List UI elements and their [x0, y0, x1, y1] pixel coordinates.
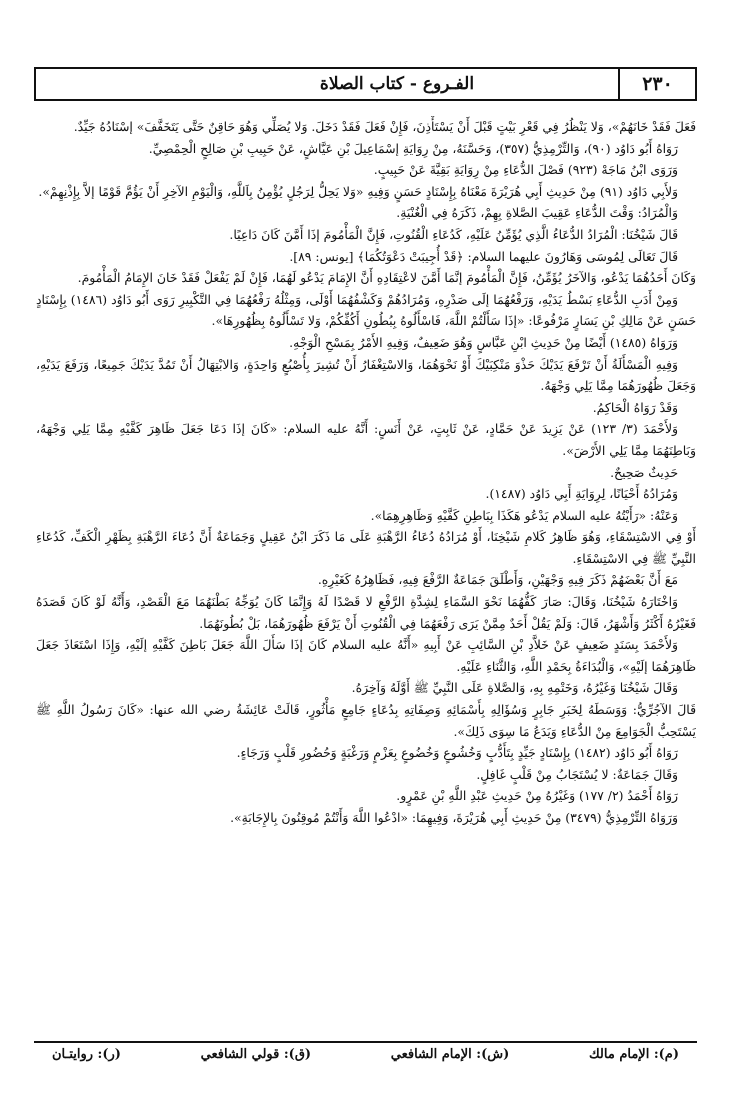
- paragraph: وَعَنْهُ: «رَأَيْتُهُ عليه السلام يَدْعُو هَكَذَا بِبَاطِنِ كَفَّيْهِ وَظَاهِرِهِمَا».: [370, 507, 678, 523]
- abbr-shafii: (ش): الإمام الشافعي: [390, 1047, 510, 1062]
- paragraph: وَرَوَاهُ التِّرْمِذِيُّ (٣٤٧٩) مِنْ حَدِيثِ أَبِي هُرَيْرَةَ، وَفِيهِمَا: «ادْعُوا اللَّهَ وَأَنْتُمْ مُوقِنُونَ بِالإِجَابَةِ».: [230, 810, 678, 825]
- main-text: [36, 116, 696, 1028]
- paragraph: وَقَالَ شَيْخُنَا وَغَيْرُهُ، وَخَتْمِهِ بِهِ، وَالصَّلاةِ عَلَى النَّبِيِّ ﷺ أَوَّلَهُ وَآخِرَهُ.: [351, 680, 678, 696]
- paragraph: وَمُرَادُهُ أَحْيَانًا، لِرِوَايَةِ أَبِي دَاوُد (١٤٨٧).: [485, 486, 678, 502]
- paragraph: أَوْ فِي الاسْتِسْقَاءِ، وَهُوَ ظَاهِرُ كَلامِ شَيْخِنَا، أَوْ مُرَادُهُ دُعَاءُ الرَّهْبَةِ عَلَى مَا ذَكَرَ ابْنُ عَقِيلٍ وَجَمَاعَةٌ أَنَّ دُعَاءَ الرَّهْبَةِ بِظَهْرِ الْكَفِّ، كَدُعَاءِ النَّبِيِّ ﷺ فِي الاسْتِسْقَاءِ.: [36, 529, 696, 566]
- paragraph: وَرَوَاهُ (١٤٨٥) أَيْضًا مِنْ حَدِيثِ ابْنِ عَبَّاسٍ وَهُوَ ضَعِيفٌ، وَفِيهِ الأَمْرُ بِمَسْحِ الْوَجْهِ.: [289, 334, 678, 350]
- paragraph: رَوَاهُ أَحْمَدُ (٢/ ١٧٧) وَغَيْرُهُ مِنْ حَدِيثِ عَبْدِ اللَّهِ بْنِ عَمْرٍو.: [396, 788, 678, 804]
- paragraph: رَوَاهُ أَبُو دَاوُد (١٤٨٢) بِإِسْنَادٍ جَيِّدٍ بِتَأَدُّبٍ وَخُشُوعٍ وَخُضُوعٍ بِعَزْمٍ وَرَغْبَةٍ وَحُضُورِ قَلْبٍ وَرَجَاءٍ.: [236, 745, 678, 761]
- abbreviation-key: [34, 1047, 697, 1069]
- paragraph: وَمِنْ أَدَبِ الدُّعَاءِ بَسْطُ يَدَيْهِ، وَرَفْعُهُمَا إلَى صَدْرِهِ، وَمُرَادُهُمْ وَكَشْفُهُمَا أَوْلَى، وَمِثْلُهُ رَفْعُهُمَا فِي التَّكْبِيرِ رَوَى أَبُو دَاوُد (١٤٨٦) بِإِسْنَادٍ حَسَنٍ عَنْ مَالِكِ بْنِ يَسَارٍ مَرْفُوعًا: «إذَا سَأَلْتُمْ اللَّهَ، فَاسْأَلُوهُ بِبُطُونِ أَكُفِّكُمْ، وَلا تَسْأَلُوهُ بِظُهُورِهَا».: [36, 291, 696, 329]
- paragraph: فَعَلَ فَقَدْ خَانَهُمْ»، وَلا يَنْظُرُ فِي قَعْرِ بَيْتٍ قَبْلَ أَنْ يَسْتَأْذِنَ، فَإِنْ فَعَلَ فَقَدْ دَخَلَ. وَلا يُصَلِّي وَهُوَ حَاقِنٌ حَتَّى يَتَخَفَّفَ» إسْنَادُهُ جَيِّدٌ.: [73, 119, 696, 134]
- paragraph: وَلأَحْمَدَ بِسَنَدٍ ضَعِيفٍ عَنْ خَلاَّدِ بْنِ السَّائِبِ عَنْ أَبِيهِ «أَنَّهُ عليه السلام كَانَ إذَا سَأَلَ اللَّهَ جَعَلَ بَاطِنَ كَفَّيْهِ إلَيْهِ، وَإِذَا اسْتَعَاذَ جَعَلَ ظَاهِرَهُمَا إلَيْهِ»، وَالْبُدَاءَةُ بِحَمْدِ اللَّهِ، وَالثَّنَاءِ عَلَيْهِ.: [36, 637, 696, 674]
- page-number: ٢٣٠: [618, 69, 695, 99]
- paragraph: وَقَالَ جَمَاعَةٌ: لا يُسْتَجَابُ مِنْ قَلْبٍ غَافِلٍ.: [476, 766, 678, 782]
- paragraph: وَرَوَى ابْنُ مَاجَهْ (٩٢٣) فَصْلَ الدُّعَاءِ مِنْ رِوَايَةِ بَقِيَّةَ عَنْ حَبِيبٍ.: [373, 162, 678, 178]
- abbr-malik: (م): الإمام مالك: [588, 1047, 679, 1062]
- paragraph: وَقَدْ رَوَاهُ الْحَاكِمُ.: [592, 399, 678, 415]
- paragraph: وَكَانَ أَحَدُهُمَا يَدْعُو، وَالآخَرُ يُؤَمِّنُ، فَإِنَّ الْمَأْمُومَ إنَّمَا أَمَّنَ لاعْتِقَادِهِ أَنَّ الإِمَامَ يَدْعُو لَهُمَا، فَإِنْ لَمْ يَفْعَلْ فَقَدْ خَانَ الإِمَامُ الْمَأْمُومَ.: [77, 270, 696, 286]
- running-title: الفـروع - كتاب الصلاة: [319, 74, 475, 94]
- paragraph: قَالَ الآجُرِّيُّ: وَوَسَطَهُ لِخَبَرِ جَابِرٍ وَسُؤَالِهِ بِأَسْمَائِهِ وَصِفَاتِهِ بِدُعَاءٍ جَامِعٍ مَأْثُورٍ، قَالَتْ عَائِشَةُ رضي الله عنها: «كَانَ رَسُولُ اللَّهِ ﷺ يَسْتَحِبُّ الْجَوَامِعَ مِنْ الدُّعَاءِ وَيَدَعُ مَا سِوَى ذَلِكَ».: [36, 702, 696, 739]
- paragraph: وَلأَحْمَدَ (٣/ ١٢٣) عَنْ يَزِيدَ عَنْ حَمَّادٍ، عَنْ ثَابِتٍ، عَنْ أَنَسٍ: أَنَّهُ عليه السلام: «كَانَ إذَا دَعَا جَعَلَ ظَاهِرَ كَفَّيْهِ مِمَّا يَلِي وَجْهَهُ، وَبَاطِنَهُمَا مِمَّا يَلِي الأَرْضَ».: [36, 421, 696, 458]
- paragraph: قَالَ شَيْخُنَا: الْمُرَادُ الدُّعَاءُ الَّذِي يُؤَمِّنُ عَلَيْهِ، كَدُعَاءِ الْقُنُوتِ، فَإِنَّ الْمَأْمُومَ إذَا أَمَّنَ كَانَ دَاعِيًا.: [229, 226, 678, 242]
- abbr-qawlay: (ق): قولي الشافعي: [200, 1047, 312, 1062]
- paragraph: قَالَ تَعَالَى لِمُوسَى وَهَارُونَ عليهما السلام: ﴿قَدْ أُجِيبَتْ دَعْوَتُكُمَا﴾ [يونس: ٨٩].: [289, 248, 678, 264]
- paragraph: حَدِيثٌ صَحِيحٌ.: [610, 464, 678, 480]
- paragraph: وَاخْتَارَهُ شَيْخُنَا، وَقَالَ: صَارَ كَفُّهُمَا نَحْوَ السَّمَاءِ لِشِدَّةِ الرَّفْعِ لا قَصْدًا لَهُ وَإِنَّمَا كَانَ يُوَجِّهُ بَطْنَهُمَا مَعَ الْقَصْدِ، وَأَنَّهُ لَوْ كَانَ قَصَدَهُ فَغَيْرُهُ أَكْثَرُ وَأَشْهَرُ، قَالَ: وَلَمْ يَقُلْ أَحَدٌ مِمَّنْ يَرَى رَفْعَهُمَا فِي الْقُنُوتِ أَنْ يَرْفَعَ ظُهُورَهُمَا، بَلْ بُطُونَهُمَا.: [36, 594, 696, 631]
- paragraph: وَلأَبِي دَاوُد (٩١) مِنْ حَدِيثِ أَبِي هُرَيْرَةَ مَعْنَاهُ بِإِسْنَادٍ حَسَنٍ وَفِيهِ «وَلا يَحِلُّ لِرَجُلٍ يُؤْمِنُ بِاَللَّهِ، وَالْيَوْمِ الآخِرِ أَنْ يَؤُمَّ قَوْمًا إلاَّ بِإِذْنِهِمْ».: [38, 183, 678, 199]
- abbr-riwayatan: (ر): روايتـان: [52, 1047, 121, 1062]
- paragraph: مَعَ أَنَّ بَعْضَهُمْ ذَكَرَ فِيهِ وَجْهَيْنِ، وَأَطْلَقَ جَمَاعَةٌ الرَّفْعَ فِيهِ، فَظَاهِرُهُ كَغَيْرِهِ.: [317, 572, 678, 588]
- footer-divider: [34, 1041, 697, 1043]
- paragraph: وَفِيهِ الْمَسْأَلَةُ أَنْ تَرْفَعَ يَدَيْكَ حَذْوَ مَنْكِبَيْكَ أَوْ نَحْوَهُمَا، وَالاسْتِغْفَارُ أَنْ تُشِيرَ بِأُصْبُعٍ وَاحِدَةٍ، وَالابْتِهَالُ أَنْ تَمُدَّ يَدَيْكَ جَمِيعًا، وَرَفَعَ يَدَيْهِ، وَجَعَلَ ظُهُورَهُمَا مِمَّا يَلِي وَجْهَهُ.: [36, 356, 696, 394]
- paragraph: رَوَاهُ أَبُو دَاوُد (٩٠)، وَالتِّرْمِذِيُّ (٣٥٧)، وَحَسَّنَهُ، مِنْ رِوَايَةِ إسْمَاعِيلَ بْنِ عَيَّاشٍ، عَنْ حَبِيبِ بْنِ صَالِحٍ الْحِمْصِيِّ.: [148, 140, 678, 156]
- page-header: [34, 67, 697, 101]
- paragraph: وَالْمُرَادُ: وَقْتَ الدُّعَاءِ عَقِيبَ الصَّلاةِ بِهِمْ، ذَكَرَهُ فِي الْغُنْيَةِ.: [396, 205, 678, 221]
